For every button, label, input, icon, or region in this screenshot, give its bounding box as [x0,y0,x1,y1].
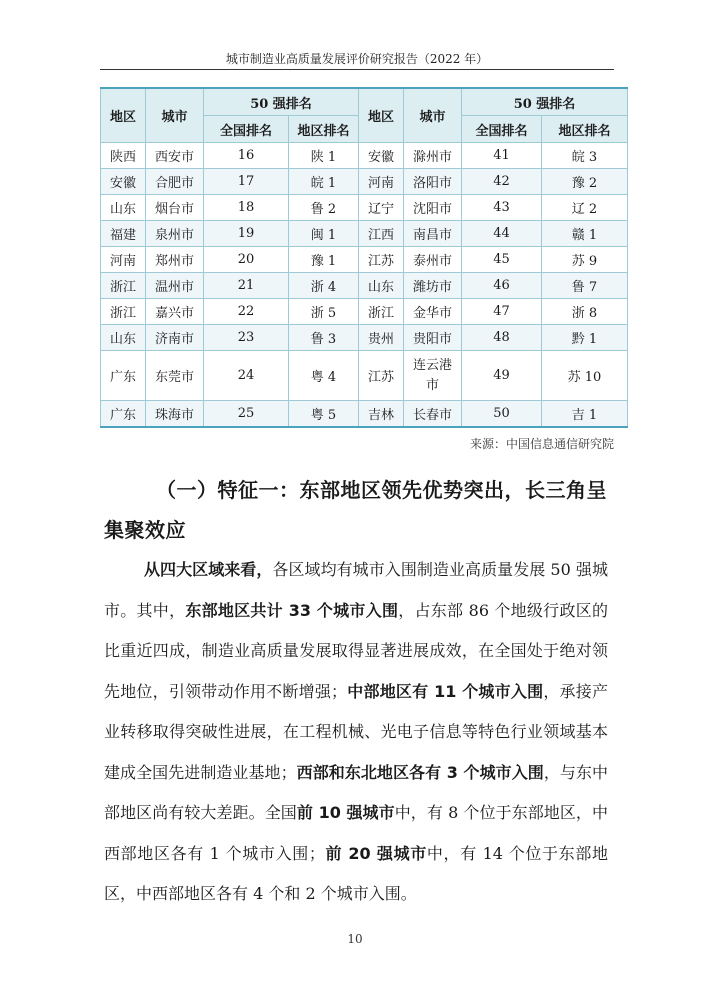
cell-city: 泰州市 [404,247,462,273]
body-text: 中，有 8 个位于东部地区，中西部地区各有 1 个城市入围； [104,803,608,863]
cell-regional-rank: 浙 8 [542,299,628,325]
cell-national-rank: 18 [204,195,289,221]
cell-region: 山东 [101,195,146,221]
cell-city: 东莞市 [146,351,204,401]
cell-region: 江西 [359,221,404,247]
cell-regional-rank: 浙 5 [289,299,359,325]
section-heading: （一）特征一：东部地区领先优势突出，长三角呈集聚效应 [104,478,607,542]
cell-city: 西安市 [146,143,204,169]
cell-national-rank: 45 [462,247,542,273]
table-row [101,143,628,169]
body-text: ，与东中部地区尚有较大差距。全国 [104,762,608,822]
cell-regional-rank: 粤 5 [289,401,359,427]
col-header-regional-rank: 地区排名 [542,116,628,143]
cell-regional-rank: 皖 1 [289,169,359,195]
emphasis-text: 东部地区共计 33 个城市入围 [185,600,399,620]
cell-region: 山东 [101,325,146,351]
cell-region: 安徽 [101,169,146,195]
cell-city: 洛阳市 [404,169,462,195]
cell-national-rank: 41 [462,143,542,169]
cell-city: 沈阳市 [404,195,462,221]
cell-region: 安徽 [359,143,404,169]
cell-national-rank: 50 [462,401,542,427]
table-row [101,401,628,427]
cell-national-rank: 42 [462,169,542,195]
cell-region: 广东 [101,401,146,427]
cell-city: 温州市 [146,273,204,299]
cell-region: 河南 [101,247,146,273]
cell-regional-rank: 粤 4 [289,351,359,401]
cell-region: 山东 [359,273,404,299]
cell-city: 泉州市 [146,221,204,247]
cell-regional-rank: 吉 1 [542,401,628,427]
body-text: ，占东部 86 个地级行政区的比重近四成，制造业高质量发展取得显著进展成效，在全国处于绝对领先地位，引领带动作用不断增强； [104,600,608,701]
body-text: ，承接产业转移取得突破性进展，在工程机械、光电子信息等特色行业领域基本建成全国先进制造业基地； [104,681,608,782]
cell-national-rank: 23 [204,325,289,351]
table-row [101,247,628,273]
cell-region: 浙江 [101,273,146,299]
cell-city: 南昌市 [404,221,462,247]
page-number: 10 [347,932,363,946]
cell-region: 福建 [101,221,146,247]
cell-regional-rank: 鲁 7 [542,273,628,299]
emphasis-text: 前 10 强城市 [296,803,395,822]
cell-regional-rank: 陕 1 [289,143,359,169]
cell-regional-rank: 鲁 3 [289,325,359,351]
cell-national-rank: 16 [204,143,289,169]
emphasis-text: 前 20 强城市 [324,843,427,863]
cell-city: 连云港 市 [404,351,462,401]
emphasis-text: 从四大区域来看， [144,560,273,579]
cell-region: 吉林 [359,401,404,427]
ranking-table [100,87,628,428]
running-header: 城市制造业高质量发展评价研究报告（2022 年） [225,52,489,66]
cell-national-rank: 48 [462,325,542,351]
body-paragraph [104,550,608,915]
cell-national-rank: 44 [462,221,542,247]
cell-city: 贵阳市 [404,325,462,351]
cell-regional-rank: 苏 10 [542,351,628,401]
col-header-top50: 50 强排名 [462,88,628,116]
emphasis-text: 西部和东北地区各有 3 个城市入围 [296,762,544,782]
cell-region: 河南 [359,169,404,195]
cell-national-rank: 17 [204,169,289,195]
table-row [101,195,628,221]
col-header-region: 地区 [359,88,404,143]
cell-regional-rank: 豫 1 [289,247,359,273]
cell-city: 金华市 [404,299,462,325]
cell-region: 江苏 [359,247,404,273]
cell-national-rank: 25 [204,401,289,427]
col-header-national-rank: 全国排名 [462,116,542,143]
table-row [101,299,628,325]
table-row [101,221,628,247]
cell-national-rank: 49 [462,351,542,401]
col-header-top50: 50 强排名 [204,88,359,116]
cell-region: 广东 [101,351,146,401]
cell-regional-rank: 豫 2 [542,169,628,195]
cell-regional-rank: 赣 1 [542,221,628,247]
cell-national-rank: 43 [462,195,542,221]
cell-region: 陕西 [101,143,146,169]
cell-city: 济南市 [146,325,204,351]
cell-city: 郑州市 [146,247,204,273]
cell-regional-rank: 鲁 2 [289,195,359,221]
cell-national-rank: 21 [204,273,289,299]
cell-regional-rank: 黔 1 [542,325,628,351]
emphasis-text: 中部地区有 11 个城市入围 [347,681,544,701]
cell-regional-rank: 闽 1 [289,221,359,247]
cell-regional-rank: 皖 3 [542,143,628,169]
table-row [101,351,628,401]
cell-city: 合肥市 [146,169,204,195]
cell-region: 江苏 [359,351,404,401]
col-header-city: 城市 [146,88,204,143]
cell-national-rank: 46 [462,273,542,299]
body-text: 各区域均有城市入围制造业高质量发展 50 强城市。其中， [104,560,608,620]
cell-city: 潍坊市 [404,273,462,299]
cell-city: 滁州市 [404,143,462,169]
cell-city: 烟台市 [146,195,204,221]
cell-national-rank: 20 [204,247,289,273]
col-header-region: 地区 [101,88,146,143]
body-text: 中，有 14 个位于东部地区，中西部地区各有 4 个和 2 个城市入围。 [104,843,608,903]
ranking-table-body [101,143,628,427]
col-header-city: 城市 [404,88,462,143]
cell-regional-rank: 辽 2 [542,195,628,221]
cell-city: 珠海市 [146,401,204,427]
cell-regional-rank: 苏 9 [542,247,628,273]
cell-national-rank: 19 [204,221,289,247]
cell-national-rank: 24 [204,351,289,401]
table-row [101,169,628,195]
cell-region: 浙江 [359,299,404,325]
cell-city: 嘉兴市 [146,299,204,325]
col-header-regional-rank: 地区排名 [289,116,359,143]
cell-region: 辽宁 [359,195,404,221]
cell-national-rank: 22 [204,299,289,325]
table-row [101,325,628,351]
cell-city: 长春市 [404,401,462,427]
cell-region: 贵州 [359,325,404,351]
cell-regional-rank: 浙 4 [289,273,359,299]
col-header-national-rank: 全国排名 [204,116,289,143]
header-divider [100,69,614,70]
table-row [101,273,628,299]
cell-region: 浙江 [101,299,146,325]
source-note: 来源：中国信息通信研究院 [469,437,614,451]
cell-national-rank: 47 [462,299,542,325]
